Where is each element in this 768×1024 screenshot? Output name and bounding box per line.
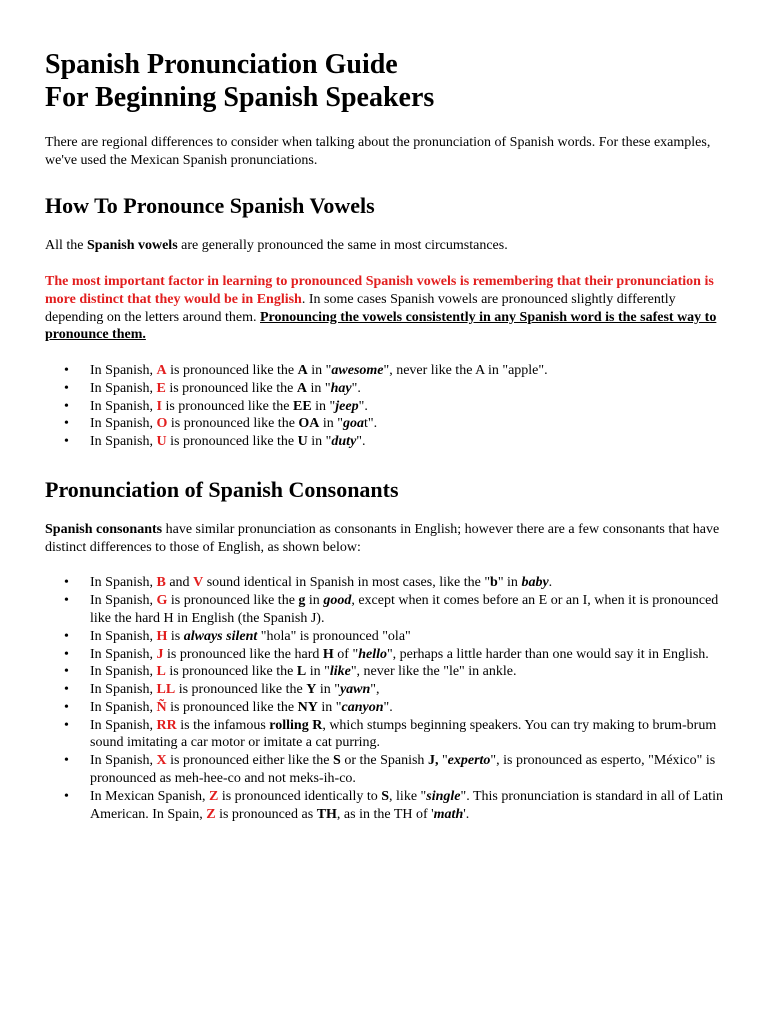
vowels-heading: How To Pronounce Spanish Vowels xyxy=(45,193,375,219)
intro-paragraph: There are regional differences to consider when talking about the pronunciation of Spanish words. For these examples, we've used the Mexican Spanish pronunciations. xyxy=(45,135,711,168)
list-item: • In Mexican Spanish, Z is pronounced identically to S, like "single". This pronunciation is standard in all of Latin American. In Spain, Z is pronounced as TH, as in the TH of 'math'. xyxy=(45,788,723,824)
vowels-paragraph-2: The most important factor in learning to pronounced Spanish vowels is remembering that their pronunciation is more distinct that they would be in English. In some cases Spanish vowels are pronounced slightly differently depending on the letters around them. Pronouncing the vowels consistently in any Spanish word is the safest way to pronounce them. xyxy=(45,274,717,343)
list-item: • In Spanish, Ñ is pronounced like the NY in "canyon". xyxy=(45,699,723,717)
list-item: • In Spanish, O is pronounced like the OA in "goat". xyxy=(45,415,723,433)
list-item: • In Spanish, H is always silent "hola" is pronounced "ola" xyxy=(45,628,723,646)
list-item: • In Spanish, J is pronounced like the hard H of "hello", perhaps a little harder than one would say it in English. xyxy=(45,646,723,664)
consonants-heading: Pronunciation of Spanish Consonants xyxy=(45,476,399,502)
page-title xyxy=(45,48,723,114)
list-item: • In Spanish, U is pronounced like the U in "duty". xyxy=(45,433,723,451)
vowels-list xyxy=(45,362,723,451)
list-item: • In Spanish, LL is pronounced like the Y in "yawn", xyxy=(45,681,723,699)
list-item: • In Spanish, G is pronounced like the g in good, except when it comes before an E or an I, when it is pronounced like the hard H in English (the Spanish J). xyxy=(45,592,723,628)
consonants-intro: Spanish consonants have similar pronunciation as consonants in English; however there are a few consonants that have distinct differences to those of English, as shown below: xyxy=(45,521,720,555)
consonants-list xyxy=(45,574,723,823)
list-item: • In Spanish, X is pronounced either like the S or the Spanish J, "experto", is pronounced as esperto, "México" is pronounced as meh-hee-co and not meks-ih-co. xyxy=(45,752,723,788)
list-item: • In Spanish, RR is the infamous rolling R, which stumps beginning speakers. You can try making to brum-brum sound imitating a car motor or imitate a cat purring. xyxy=(45,717,723,753)
vowels-paragraph-1: All the Spanish vowels are generally pronounced the same in most circumstances. xyxy=(45,238,508,254)
title-line-1: Spanish Pronunciation Guide xyxy=(45,49,398,80)
key-factor-text: The most important factor in learning to pronounced Spanish vowels is remembering that their pronunciation is more distinct that they would be in English xyxy=(45,274,714,307)
title-line-2: For Beginning Spanish Speakers xyxy=(45,82,435,113)
list-item: • In Spanish, I is pronounced like the EE in "jeep". xyxy=(45,398,723,416)
list-item: • In Spanish, E is pronounced like the A in "hay". xyxy=(45,380,723,398)
consistency-tip: Pronouncing the vowels consistently in any Spanish word is the safest way to pronounce them. xyxy=(45,309,717,343)
list-item: • In Spanish, B and V sound identical in Spanish in most cases, like the "b" in baby. xyxy=(45,574,723,592)
list-item: • In Spanish, A is pronounced like the A in "awesome", never like the A in "apple". xyxy=(45,362,723,380)
list-item: • In Spanish, L is pronounced like the L in "like", never like the "le" in ankle. xyxy=(45,663,723,681)
